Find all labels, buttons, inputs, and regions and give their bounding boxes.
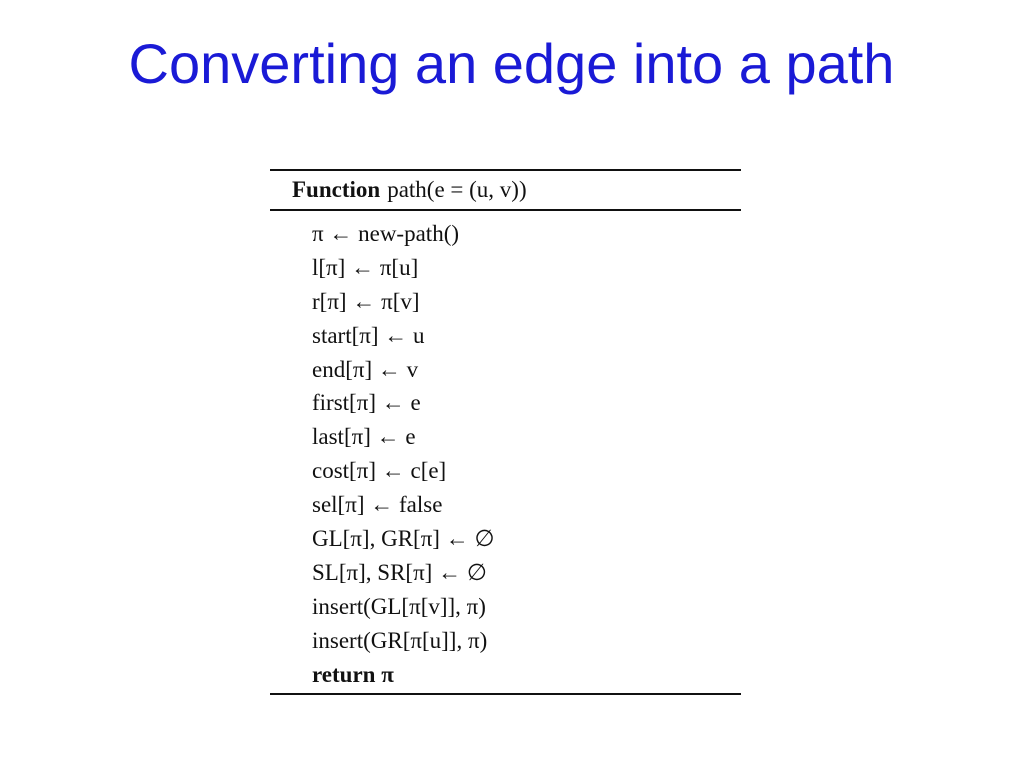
function-signature: path(e = (u, v)) xyxy=(387,177,527,202)
code-line xyxy=(270,454,741,488)
code-line xyxy=(270,488,741,522)
code-line-text: insert(GL[π[v]], π) xyxy=(312,593,486,619)
code-line-text: last[π] ← e xyxy=(312,424,416,450)
code-line xyxy=(270,420,741,454)
code-line xyxy=(270,556,741,590)
code-line xyxy=(270,319,741,353)
code-line xyxy=(270,251,741,285)
code-line xyxy=(270,217,741,251)
code-line-text: end[π] ← v xyxy=(312,356,419,382)
slide-title: Converting an edge into a path xyxy=(128,32,895,95)
code-line xyxy=(270,522,741,556)
code-line xyxy=(270,285,741,319)
code-line xyxy=(270,353,741,387)
code-line-text: sel[π] ← false xyxy=(312,492,443,518)
code-line-text: insert(GR[π[u]], π) xyxy=(312,627,488,653)
code-line-text: GL[π], GR[π] ← ∅ xyxy=(312,525,495,551)
return-line xyxy=(270,658,741,692)
bottom-rule xyxy=(270,693,741,695)
code-line xyxy=(270,624,741,658)
code-line-text: first[π] ← e xyxy=(312,390,421,416)
algorithm-box xyxy=(270,169,741,695)
code-line-text: r[π] ← π[v] xyxy=(312,288,420,314)
code-line xyxy=(270,590,741,624)
algorithm-body xyxy=(270,211,741,693)
code-line xyxy=(270,386,741,420)
code-line-text: π ← new-path() xyxy=(312,220,460,246)
function-keyword: Function xyxy=(292,177,381,202)
code-line-text: start[π] ← u xyxy=(312,322,425,348)
code-line-text: cost[π] ← c[e] xyxy=(312,458,447,484)
code-line-text: SL[π], SR[π] ← ∅ xyxy=(312,559,487,585)
algorithm-header xyxy=(270,171,741,209)
code-line-text: l[π] ← π[u] xyxy=(312,254,419,280)
code-line-text: return π xyxy=(312,661,394,687)
